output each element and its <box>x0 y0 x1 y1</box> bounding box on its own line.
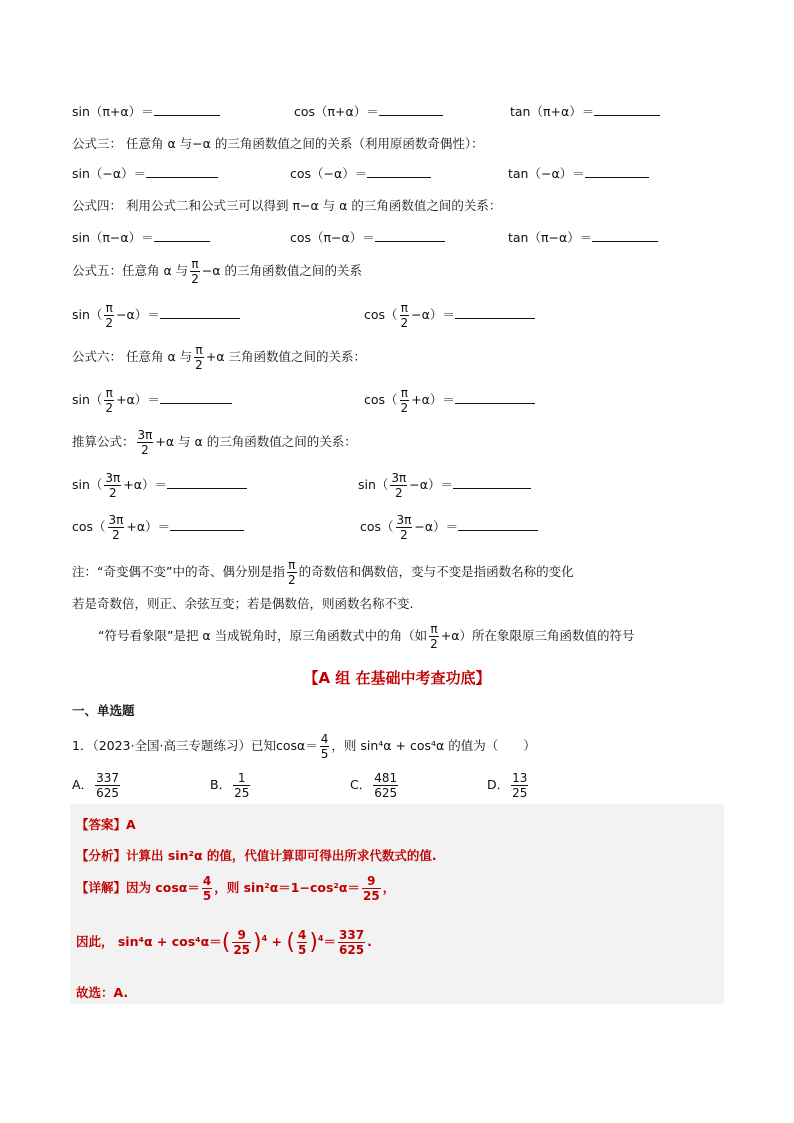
answer-line: 【答案】A <box>76 817 136 832</box>
answer-blank[interactable] <box>167 478 247 489</box>
answer-box <box>70 804 724 1004</box>
option-a[interactable]: A． $\frac{337}{625}$ <box>72 771 119 800</box>
answer-blank[interactable] <box>160 308 240 319</box>
formula4-tan: tan（π−α）＝ <box>508 230 658 246</box>
answer-blank[interactable] <box>592 231 658 242</box>
answer-blank[interactable] <box>375 231 445 242</box>
derived-sin-plus: sin（ $\frac{3\pi}{2}$ +α）＝ <box>72 471 247 500</box>
formula4-cos: cos（π−α）＝ <box>290 230 445 246</box>
option-b[interactable]: B． $\frac{1}{25}$ <box>210 771 250 800</box>
answer-blank[interactable] <box>154 231 210 242</box>
answer-blank[interactable] <box>146 167 218 178</box>
answer-blank[interactable] <box>594 105 660 116</box>
formula3-sin: sin（−α）＝ <box>72 166 218 182</box>
answer-blank[interactable] <box>170 520 244 531</box>
answer-blank[interactable] <box>455 308 535 319</box>
answer-blank[interactable] <box>458 520 538 531</box>
fraction-pi-over-2: $\frac{\pi}{2}$ <box>191 257 199 286</box>
formula5-cos: cos（ $\frac{\pi}{2}$ −α）＝ <box>364 301 535 330</box>
formula2-cos: cos（π+α）＝ <box>294 104 443 120</box>
option-c[interactable]: C． $\frac{481}{625}$ <box>350 771 398 800</box>
formula6-sin: sin（ $\frac{\pi}{2}$ +α）＝ <box>72 386 232 415</box>
answer-blank[interactable] <box>379 105 443 116</box>
answer-blank[interactable] <box>154 105 220 116</box>
formula3-tan: tan（−α）＝ <box>508 166 649 182</box>
formula2-sin: sin（π+α）＝ <box>72 104 220 120</box>
detail-line: 【详解】因为 cosα＝ $\frac{4}{5}$ ，则 sin²α＝1−cos²α＝ $\frac{9}{25}$ ， <box>76 874 396 903</box>
answer-blank[interactable] <box>453 478 531 489</box>
formula3-cos: cos（−α）＝ <box>290 166 431 182</box>
formula6-cos: cos（ $\frac{\pi}{2}$ +α）＝ <box>364 386 535 415</box>
option-d[interactable]: D． $\frac{13}{25}$ <box>487 771 528 800</box>
document-page: sin（π+α）＝ cos（π+α）＝ tan（π+α）＝ 公式三： 任意角 α 与−α 的三角函数值之间的关系（利用原函数奇偶性）： sin（−α）＝ cos（−α）＝ tan（−α）＝ 公式四： 利用公式二和公式三可以得到 π−α 与 α 的三角函数值之间的关系： sin（π−α）＝ cos（π−α）＝ tan（π−α）＝ 公式五：任意角 α 与 $\frac{\pi}{2}$ −α 的三角函数值之间的关系 sin（ $\frac{\pi}{2}$ −α）＝ cos（ $\frac{\pi}{2}$ −α）＝ 公式六： 任意角 α 与 $\frac{\pi}{2}$ +α 三角函数值之间的关系： sin（ $\frac{\pi}{2}$ +α）＝ cos（ $\frac{\pi}{2}$ +α）＝ 推算公式： $\frac{3\pi}{2}$ +α 与 α 的三角函数值之间的关系： sin（ $\frac{3\pi}{2}$ +α）＝ sin（ $\frac{3\pi}{2}$ −α）＝ cos（ $\frac{3\pi}{2}$ +α）＝ cos（ $\frac{3\pi}{2}$ −α）＝ 注：“奇变偶不变”中的奇、偶分别是指 $\frac{\pi}{2}$ 的奇数倍和偶数倍，变与不变是指函数名称的变化 若是奇数倍，则正、余弦互变；若是偶数倍，则函数名称不变. “符号看象限”是把 α 当成锐角时，原三角函数式中的角（如 $\frac{\pi}{2}$ +α）所在象限原三角函数值的符号 【A 组 在基础中考查功底】 一、单选题 1．（2023·全国·高三专题练习）已知cosα＝ $\frac{4}{5}$ ，则 sin⁴α + cos⁴α 的值为（ ） A． $\frac{337}{625}$ B． $\frac{1}{25}$ C． $\frac{481}{625}$ D． $\frac{13}{25}$ 【答案】A 【分析】计算出 sin²α 的值，代值计算即可得出所求代数式的值. 【详解】因为 cosα＝ $\frac{4}{5}$ ，则 sin²α＝1−cos²α＝ $\frac{9}{25}$ ， 因此， sin⁴α + cos⁴α＝( $\frac{9}{25}$ )$^4$ + ( $\frac{4}{5}$ )$^4$＝ $\frac{337}{625}$ . 故选：A. <box>0 0 794 1123</box>
analysis-line: 【分析】计算出 sin²α 的值，代值计算即可得出所求代数式的值. <box>76 848 437 863</box>
derived-cos-minus: cos（ $\frac{3\pi}{2}$ −α）＝ <box>360 513 538 542</box>
formula4-sin: sin（π−α）＝ <box>72 230 210 246</box>
choice-line: 故选：A. <box>76 985 129 1000</box>
section-title: 一、单选题 <box>72 703 135 718</box>
group-heading: 【A 组 在基础中考查功底】 <box>303 669 491 687</box>
answer-blank[interactable] <box>160 393 232 404</box>
derived-sin-minus: sin（ $\frac{3\pi}{2}$ −α）＝ <box>358 471 531 500</box>
answer-blank[interactable] <box>455 393 535 404</box>
formula5-sin: sin（ $\frac{\pi}{2}$ −α）＝ <box>72 301 240 330</box>
answer-blank[interactable] <box>585 167 649 178</box>
derived-cos-plus: cos（ $\frac{3\pi}{2}$ +α）＝ <box>72 513 244 542</box>
answer-blank[interactable] <box>367 167 431 178</box>
formula2-tan: tan（π+α）＝ <box>510 104 660 120</box>
thus-line: 因此， sin⁴α + cos⁴α＝( $\frac{9}{25}$ )$^4$ + ( $\frac{4}{5}$ )$^4$＝ $\frac{337}{625}$ . <box>76 928 372 957</box>
